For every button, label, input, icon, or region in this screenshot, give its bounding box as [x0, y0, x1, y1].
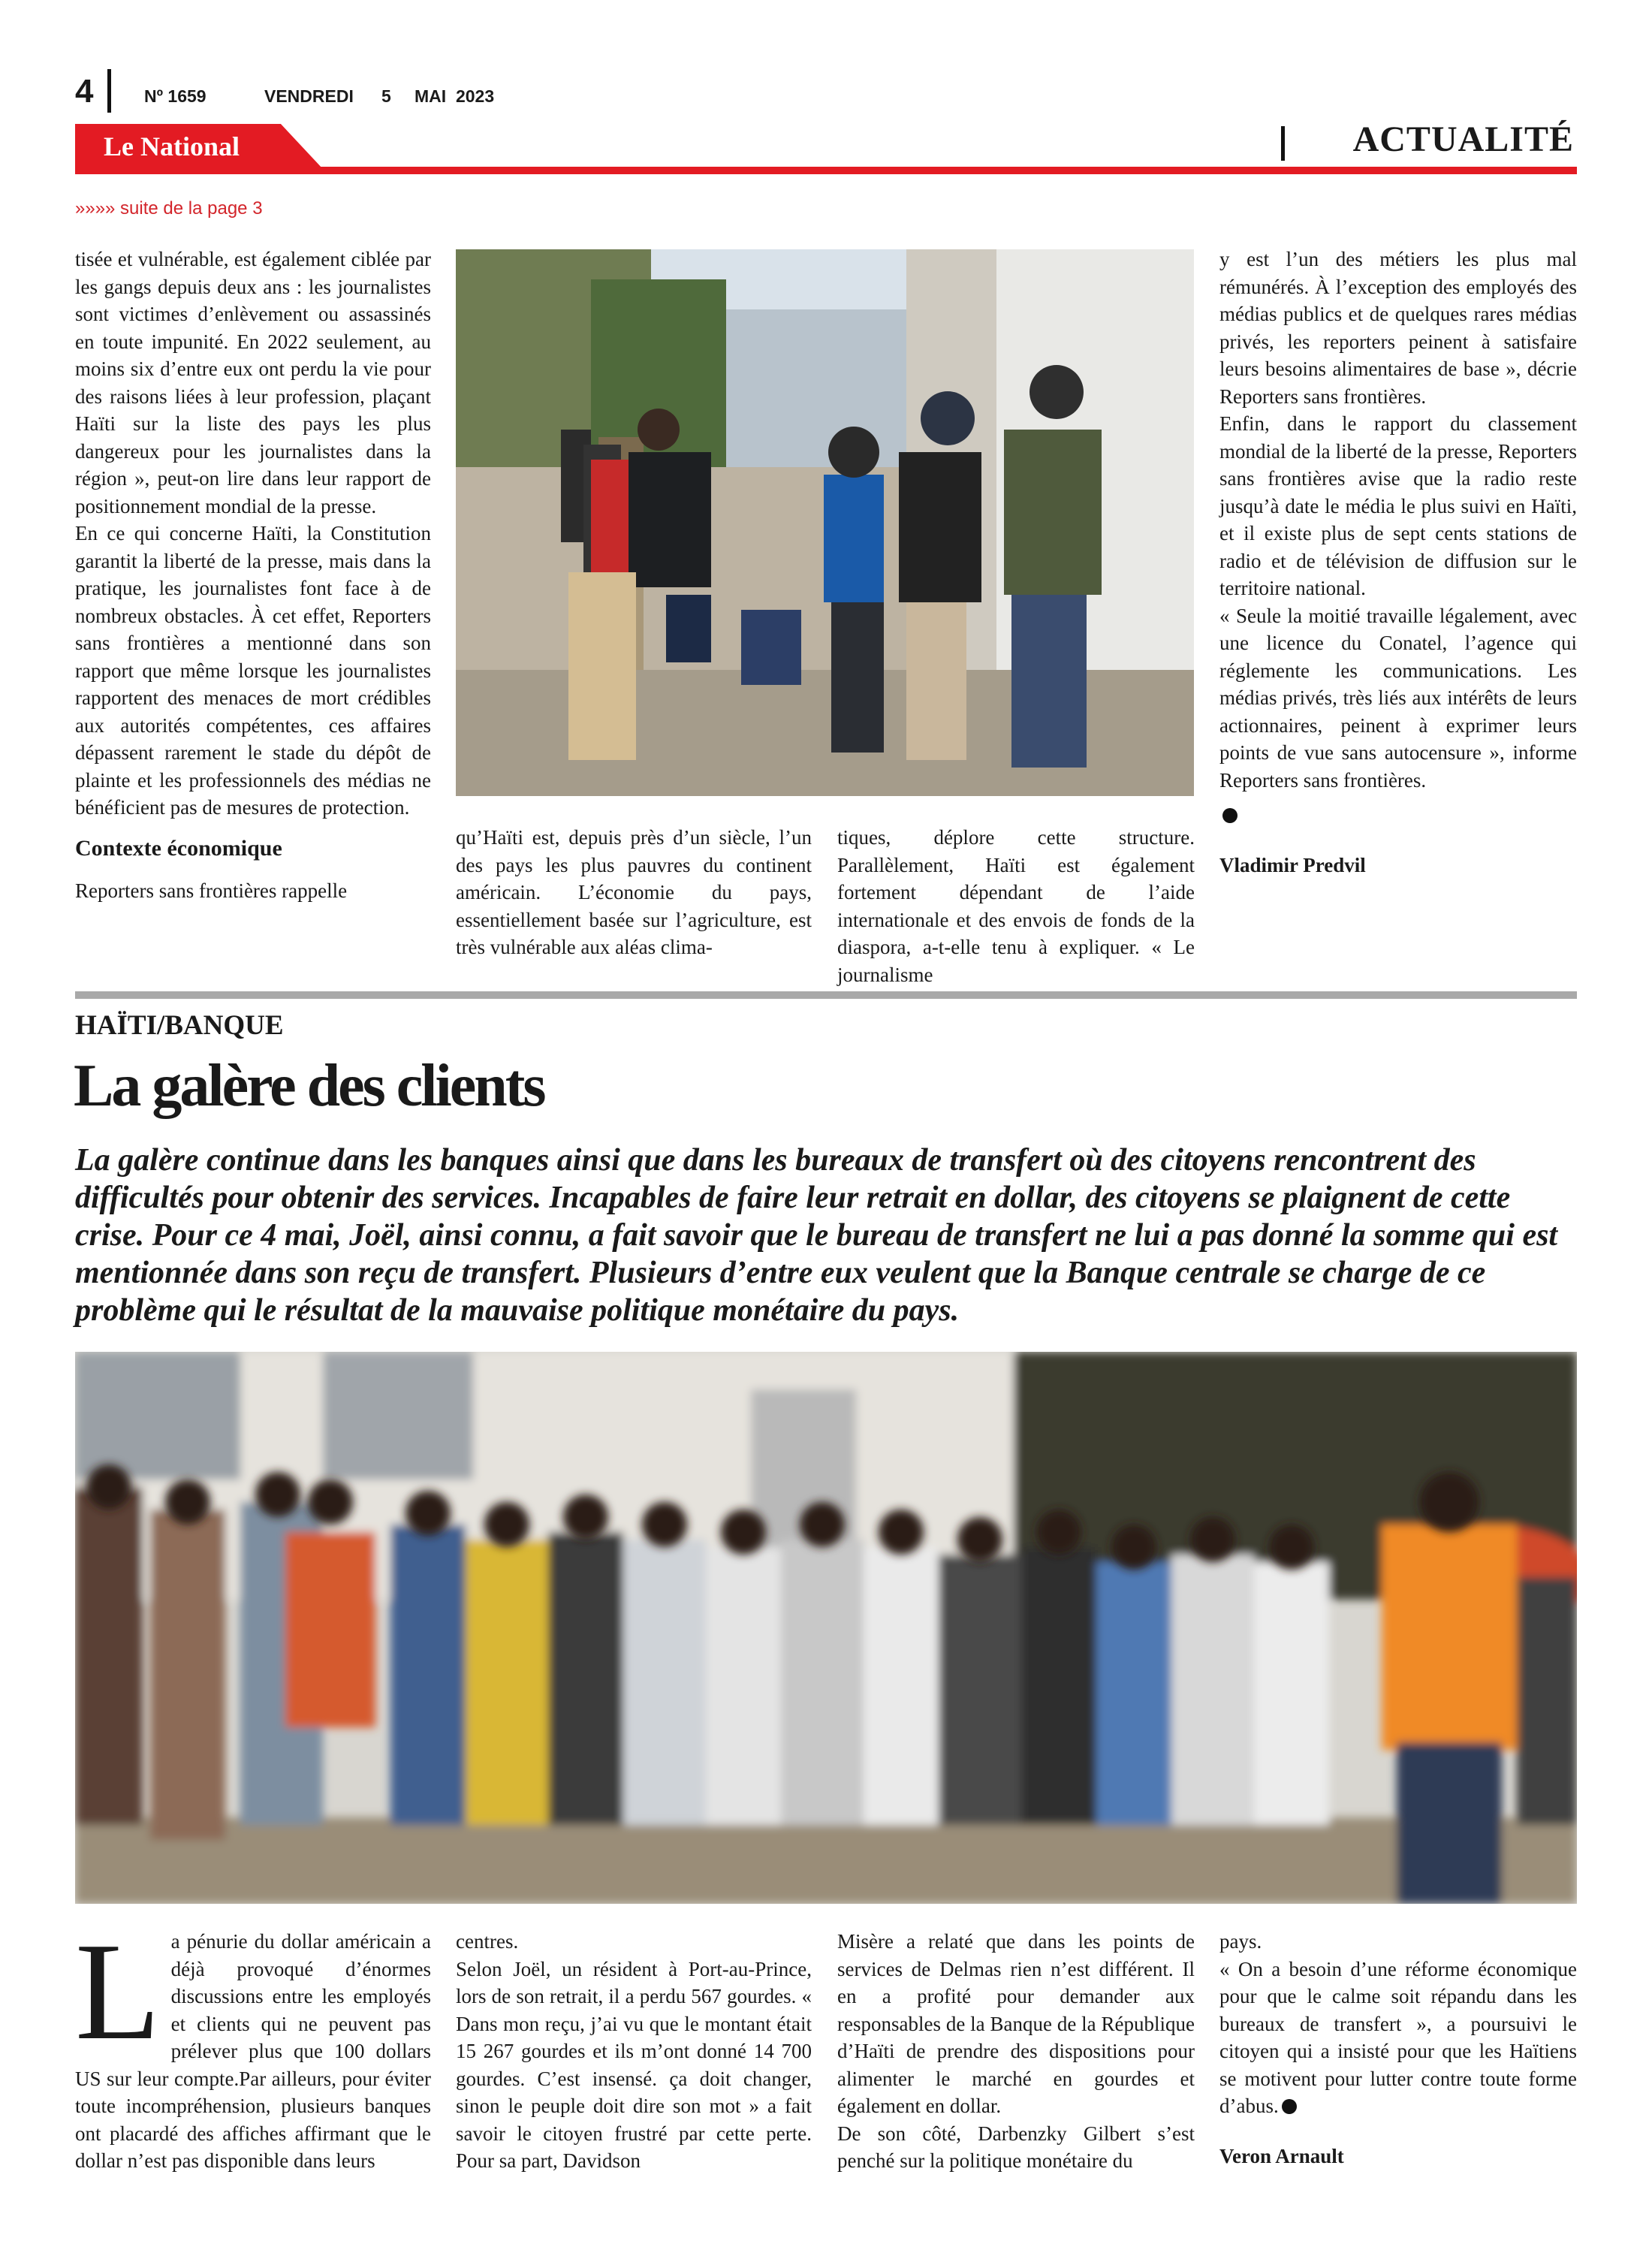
issue-day: 5: [381, 86, 391, 106]
article1-paragraph: qu’Haïti est, depuis près d’un siècle, l’un des pays les plus pauvres du continent américain. L’économie du pays, essentiellement basée sur l’agriculture, est très vulnérable aux aléas clima-: [456, 826, 812, 958]
masthead-logo-text: Le National: [104, 131, 240, 161]
issue-month-year: MAI 2023: [415, 86, 495, 106]
article2-column-2: [456, 1928, 812, 2175]
article2-paragraph: Misère a relaté que dans les points de services de Delmas rien n’est différent. Il en a profité pour demander aux responsables de la Banque de la République d’Haïti de prendre des dispositions pour alimenter le marché en gourdes et également en dollar.: [837, 1930, 1195, 2117]
issue-number: Nº 1659: [144, 86, 206, 106]
article1-subheading: Contexte économique: [75, 835, 282, 861]
article2-column-4: [1219, 1928, 1577, 2170]
article1-paragraph: y est l’un des métiers les plus mal rémunérés. À l’exception des employés des médias publics et de quelques rares médias privés, les reporters peinent à satisfaire leurs besoins alimentaires de base », décrie Reporters sans frontières.: [1219, 248, 1577, 408]
article1-column-4: [1219, 246, 1577, 879]
article2-paragraph: centres.: [456, 1930, 519, 1953]
bank-queue-photo: [75, 1352, 1577, 1904]
page-number-divider: [107, 69, 111, 113]
end-mark-icon: [1222, 808, 1237, 823]
end-mark-icon: [1282, 2099, 1297, 2114]
journalists-photo: [456, 249, 1194, 796]
article1-paragraph: tiques, déplore cette structure. Parallèlement, Haïti est également fortement dépendant de l’aide internationale et des envois de fonds de la diaspora, a-t-elle tenu à expliquer. « Le journalisme: [837, 826, 1195, 986]
article2-paragraph: Selon Joël, un résident à Port-au-Prince, lors de son retrait, il a perdu 567 gourdes. « Dans mon reçu, j’ai vu que le montant était 15 267 gourdes et ils m’ont donné 14 700 gourdes. C’est insensé. ça doit changer, sinon le peuple doit dire son mot » a fait savoir le citoyen frustré par cette perte. Pour sa part, Davidson: [456, 1957, 812, 2172]
masthead-logo: [75, 124, 323, 169]
article1-paragraph: tisée et vulnérable, est également ciblée par les gangs depuis deux ans : les journalistes sont victimes d’enlèvement ou assassinés en toute impunité. En 2022 seulement, au moins six d’entre eux ont perdu la vie pour des raisons liées à leur profession, plaçant Haïti sur la liste des pays les plus dangereux pour les journalistes dans la région », peut-on lire dans leur rapport de positionnement mondial de la presse.: [75, 248, 431, 517]
article2-column-3: [837, 1928, 1195, 2175]
article-divider: [75, 991, 1577, 999]
article1-column-3: [837, 824, 1195, 988]
page-number: 4: [75, 73, 94, 110]
article1-column-2: [456, 824, 812, 961]
article2-byline: Veron Arnault: [1219, 2144, 1344, 2167]
article1-paragraph: Enfin, dans le rapport du classement mondial de la liberté de la presse, Reporters sans frontières avise que la radio reste jusqu’à date le média le plus suivi en Haïti, et il existe plus de sept cents stations de radio et de télévision de diffusion sur le territoire national.: [1219, 412, 1577, 599]
article2-headline: La galère des clients: [74, 1053, 544, 1119]
article1-column-1: [75, 246, 431, 904]
article2-paragraph: a pénurie du dollar américain a déjà provoqué d’énormes discussions entre les employés et clients qui ne peuvent pas prélever plus que 100 dollars US sur leur compte.Par ailleurs, pour éviter toute incompréhension, plusieurs banques ont placardé des affiches affirmant que le dollar n’est pas disponible dans leurs: [75, 1930, 431, 2172]
article1-paragraph: « Seule la moitié travaille légalement, avec une licence du Conatel, l’agence qui réglemente les communications. Les médias privés, très liés aux intérêts de leurs actionnaires, peinent à exprimer leurs points de vue sans autocensure », informe Reporters sans frontières.: [1219, 604, 1577, 792]
article2-lede: La galère continue dans les banques ainsi que dans les bureaux de transfert où des citoyens rencontrent des difficultés pour obtenir des services. Incapables de faire leur retrait en dollar, des citoyens se plaignent de cette crise. Pour ce 4 mai, Joël, ainsi connu, a fait savoir que le bureau de transfert ne lui a pas donné la somme qui est mentionnée dans son reçu de transfert. Plusieurs d’entre eux veulent que la Banque centrale se charge de ce problème qui le résultat de la mauvaise politique monétaire du pays.: [75, 1143, 1558, 1328]
section-divider: [1281, 126, 1285, 161]
section-title: ACTUALITÉ: [1352, 119, 1574, 159]
issue-weekday: VENDREDI: [264, 86, 354, 106]
article2-column-1: [75, 1914, 431, 2175]
article2-paragraph: « On a besoin d’une réforme économique pour que le calme soit répandu dans les bureaux de transfert », a poursuivi le citoyen qui a insisté pour que les Haïtiens se motivent pour lutter contre toute forme d’abus.: [1219, 1957, 1577, 2117]
article2-paragraph: De son côté, Darbenzky Gilbert s’est penché sur la politique monétaire du: [837, 2122, 1195, 2172]
article2-kicker: HAÏTI/BANQUE: [75, 1010, 284, 1041]
header-red-rule: [75, 167, 1577, 174]
article2-dropcap: L: [75, 1914, 161, 2069]
article1-paragraph: En ce qui concerne Haïti, la Constitution garantit la liberté de la presse, mais dans la pratique, les journalistes font face à de nombreux obstacles. À cet effet, Reporters sans frontières a mentionné dans son rapport que même lorsque les journalistes rapportent des menaces de mort crédibles aux autorités compétentes, ces affaires dépassent rarement le stade du dépôt de plainte et les professionnels des médias ne bénéficient pas de mesures de protection.: [75, 522, 431, 819]
article2-paragraph: pays.: [1219, 1930, 1262, 1953]
continued-from-link[interactable]: »»»» suite de la page 3: [75, 198, 263, 219]
article1-byline: Vladimir Predvil: [1219, 853, 1366, 876]
article1-paragraph: Reporters sans frontières rappelle: [75, 879, 348, 902]
